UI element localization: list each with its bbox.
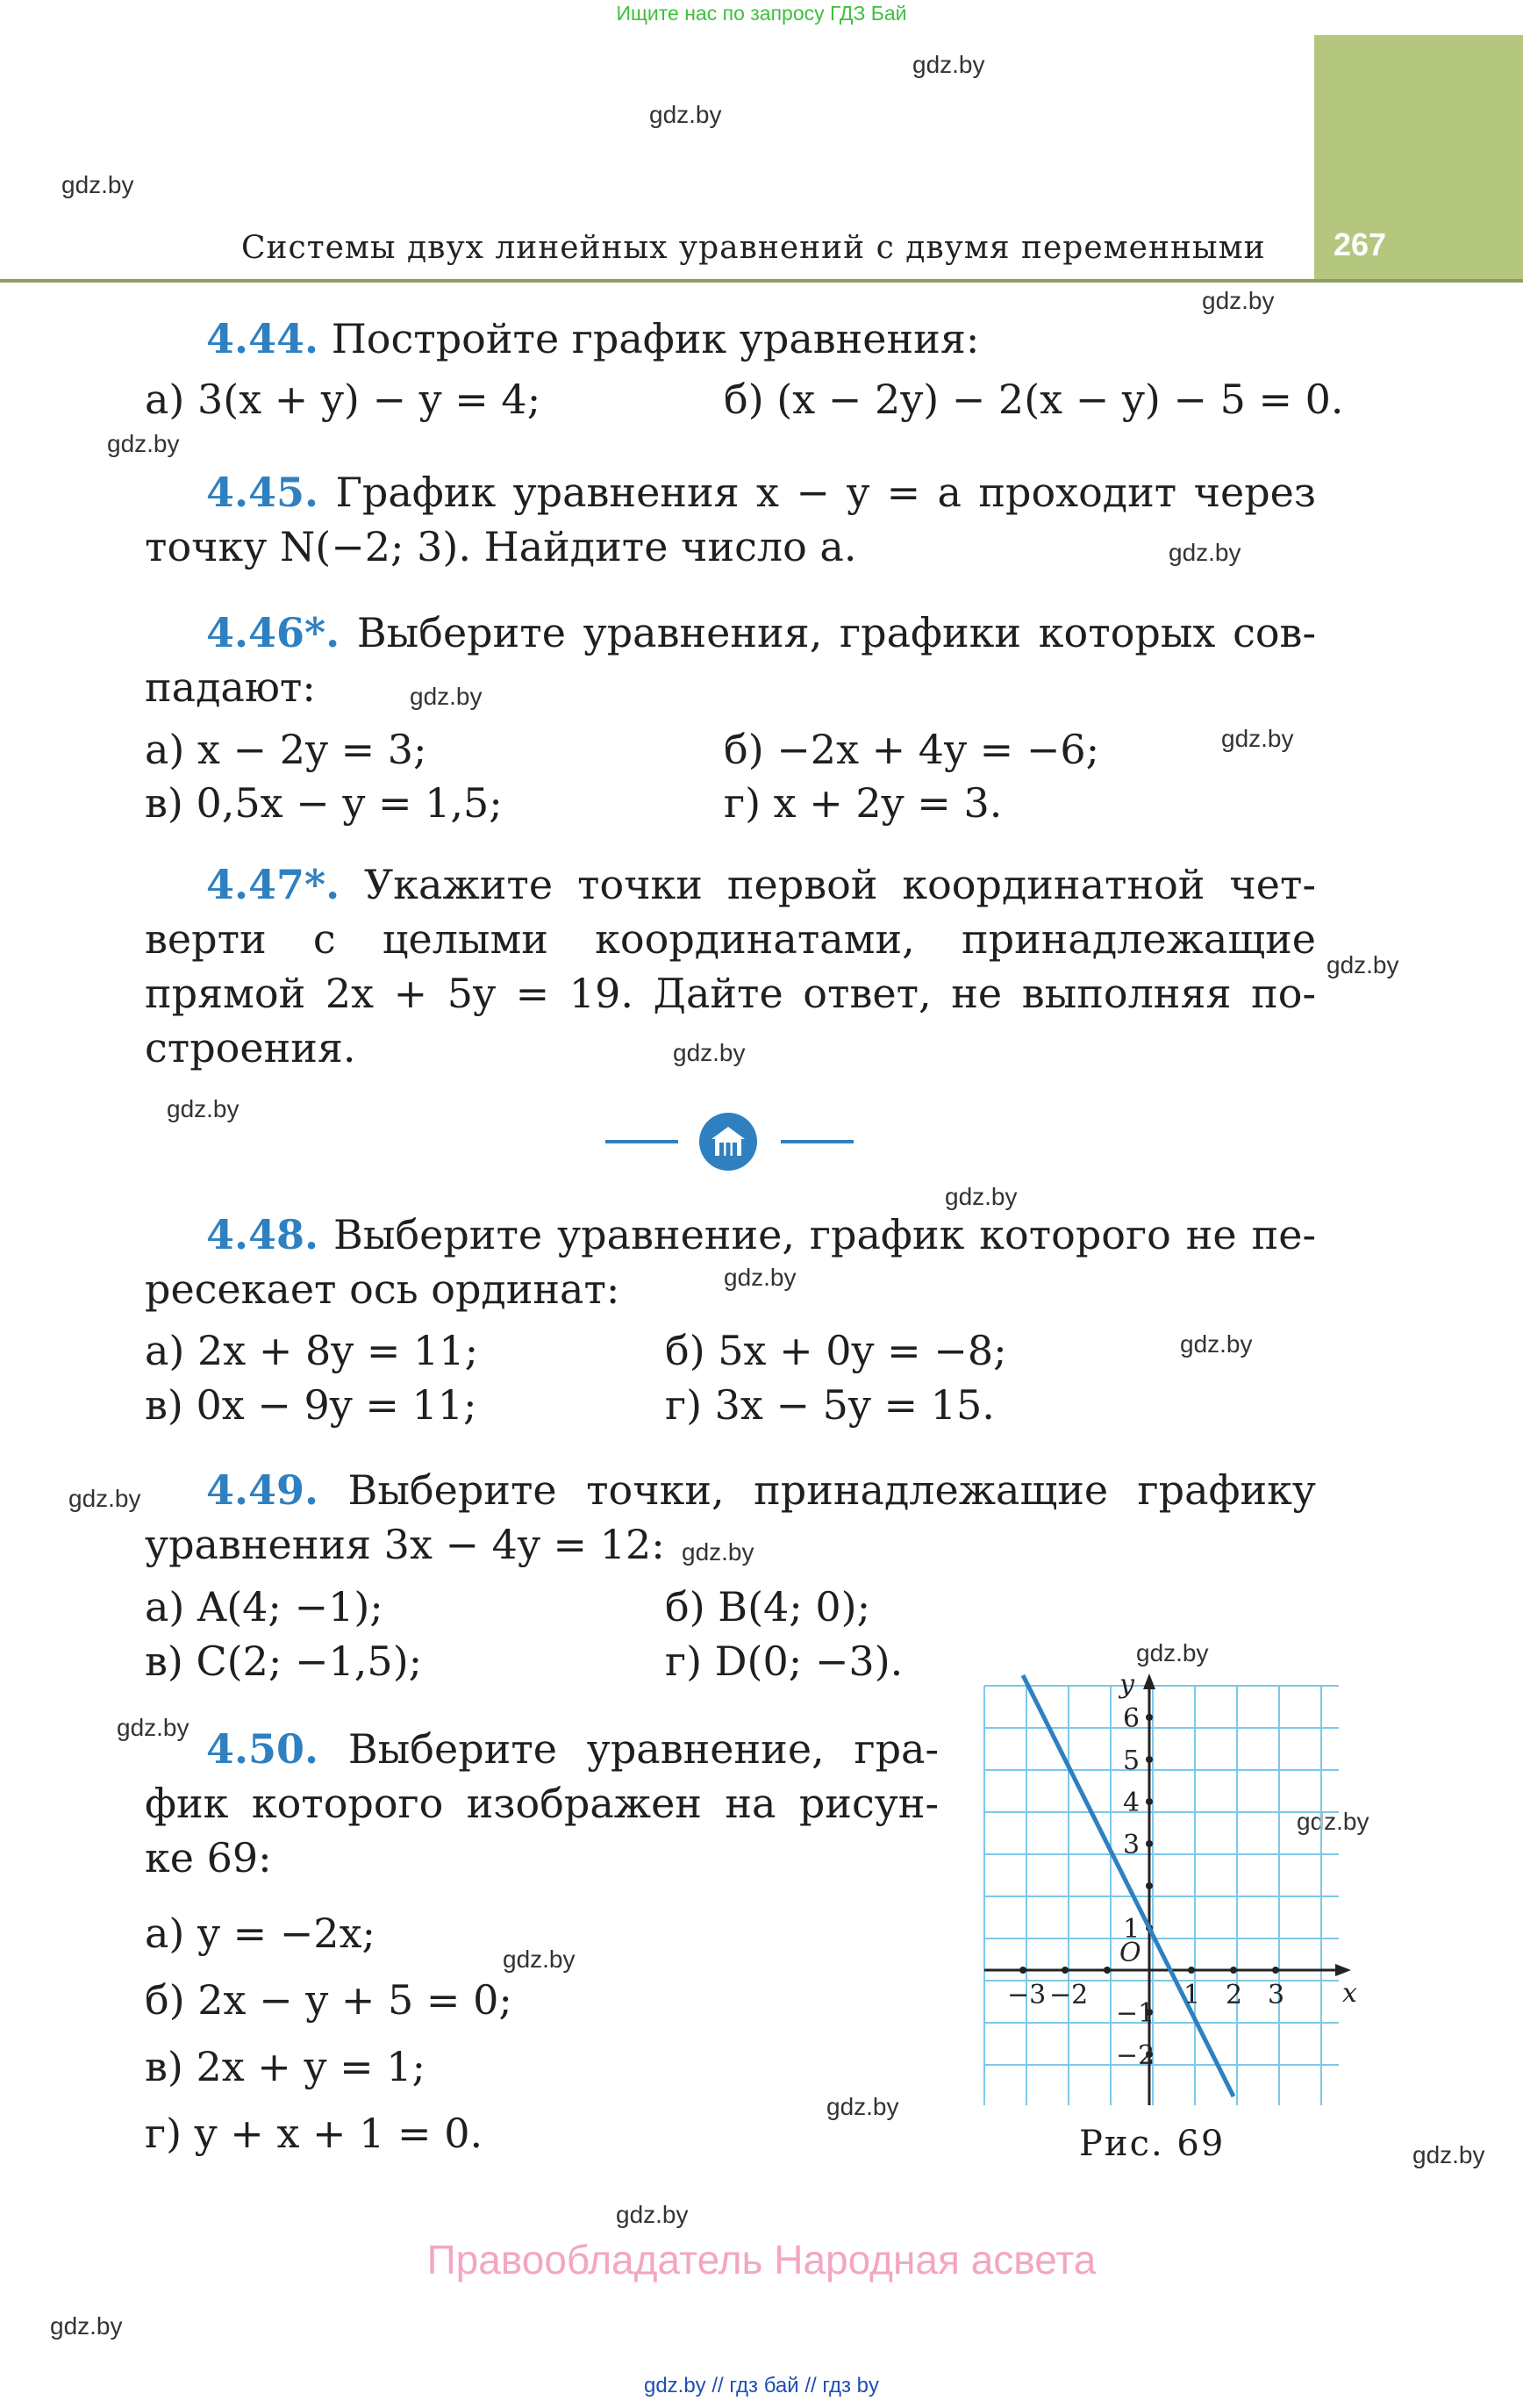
problem-4-46-line1: 4.46*. Выберите уравнения, графики которых сов-	[206, 609, 1316, 656]
watermark: gdz.by	[61, 171, 134, 198]
problem-4-48-b: б) 5x + 0y = −8;	[665, 1327, 1007, 1374]
problem-4-50-line2: фик которого изображен на рисун-	[145, 1780, 939, 1827]
watermark: gdz.by	[1221, 725, 1294, 752]
problem-4-45-line2: точку N(−2; 3). Найдите число a.	[145, 523, 857, 570]
watermark: gdz.by	[1169, 539, 1241, 566]
problem-4-47-line2: верти с целыми координатами, принадлежащие	[145, 915, 1316, 963]
figure-caption: Рис. 69	[1079, 2124, 1226, 2164]
x-tick-mark	[1104, 1967, 1111, 1974]
problem-4-44-title: 4.44. Постройте график уравнения:	[206, 315, 980, 362]
home-icon	[699, 1113, 757, 1171]
watermark: gdz.by	[117, 1714, 189, 1741]
y-tick-label: 1	[1123, 1914, 1140, 1945]
watermark: gdz.by	[724, 1264, 797, 1291]
y-tick-mark	[1146, 1840, 1153, 1847]
copyright-footer: Правообладатель Народная асвета	[426, 2237, 1097, 2283]
problem-4-49-a: а) A(4; −1);	[145, 1583, 383, 1630]
header-rule	[0, 279, 1523, 283]
watermark: gdz.by	[50, 2312, 123, 2340]
problem-4-46-b: б) −2x + 4y = −6;	[724, 726, 1100, 773]
y-axis-label: y	[1119, 1669, 1134, 1700]
problem-4-48-line2: ресекает ось ординат:	[145, 1265, 620, 1313]
x-axis-arrow	[1335, 1964, 1351, 1976]
y-tick-label: −1	[1116, 1998, 1155, 2029]
watermark: gdz.by	[682, 1538, 754, 1566]
y-tick-mark	[1146, 1882, 1153, 1889]
x-tick-label: −3	[1007, 1980, 1047, 2010]
y-tick-label: −2	[1116, 2040, 1155, 2071]
problem-4-48-line1: 4.48. Выберите уравнение, график которого не пе-	[206, 1211, 1317, 1258]
problem-4-44-a: а) 3(x + y) − y = 4;	[145, 376, 541, 423]
x-axis-label: x	[1342, 1978, 1357, 2009]
y-tick-mark	[1146, 1756, 1153, 1763]
y-tick-label: 6	[1123, 1703, 1140, 1734]
page-number: 267	[1334, 226, 1387, 262]
x-tick-mark	[1019, 1967, 1026, 1974]
problem-4-50-d: г) y + x + 1 = 0.	[145, 2110, 483, 2157]
separator-right	[781, 1140, 854, 1143]
watermark: gdz.by	[410, 683, 483, 710]
x-tick-label: 2	[1226, 1980, 1243, 2010]
bottom-note: gdz.by // гдз бай // гдз by	[643, 2374, 880, 2397]
watermark: gdz.by	[1326, 951, 1399, 978]
problem-4-47-line1: 4.47*. Укажите точки первой координатной чет-	[206, 861, 1317, 908]
problem-4-50-line1: 4.50. Выберите уравнение, гра-	[206, 1725, 939, 1773]
x-tick-label: 1	[1183, 1980, 1201, 2010]
problem-4-50-a: а) y = −2x;	[145, 1910, 376, 1957]
problem-4-46-line2: падают:	[145, 663, 316, 711]
watermark: gdz.by	[649, 101, 722, 128]
chapter-header: Системы двух линейных уравнений с двумя переменными	[241, 230, 1266, 266]
graph-line	[1023, 1675, 1233, 2096]
y-axis-arrow	[1143, 1673, 1155, 1689]
x-tick-mark	[1188, 1967, 1195, 1974]
watermark: gdz.by	[912, 51, 985, 78]
problem-4-49-c: в) C(2; −1,5);	[145, 1638, 423, 1685]
problem-4-48-a: а) 2x + 8y = 11;	[145, 1327, 479, 1374]
y-tick-mark	[1146, 1714, 1153, 1721]
y-tick-label: 4	[1123, 1788, 1140, 1818]
watermark: gdz.by	[616, 2201, 689, 2228]
top-note: Ищите нас по запросу ГДЗ Бай	[616, 2, 907, 25]
x-tick-mark	[1062, 1967, 1069, 1974]
separator-left	[605, 1140, 678, 1143]
problem-4-44-b: б) (x − 2y) − 2(x − y) − 5 = 0.	[724, 376, 1344, 423]
problem-4-50-b: б) 2x − y + 5 = 0;	[145, 1976, 512, 2024]
watermark: gdz.by	[107, 430, 180, 457]
problem-4-48-c: в) 0x − 9y = 11;	[145, 1381, 477, 1429]
watermark: gdz.by	[1136, 1639, 1209, 1666]
problem-4-46-a: а) x − 2y = 3;	[145, 726, 427, 773]
problem-4-48-d: г) 3x − 5y = 15.	[665, 1381, 995, 1429]
watermark: gdz.by	[503, 1946, 576, 1973]
problem-4-46-c: в) 0,5x − y = 1,5;	[145, 779, 503, 827]
watermark: gdz.by	[68, 1485, 141, 1512]
x-tick-label: −2	[1049, 1980, 1089, 2010]
problem-4-49-d: г) D(0; −3).	[665, 1638, 904, 1685]
watermark: gdz.by	[826, 2093, 899, 2120]
problem-4-49-line2: уравнения 3x − 4y = 12:	[145, 1521, 665, 1568]
problem-4-47-line4: строения.	[145, 1024, 356, 1071]
problem-4-46-d: г) x + 2y = 3.	[724, 779, 1003, 827]
watermark: gdz.by	[1297, 1808, 1369, 1835]
x-tick-mark	[1230, 1967, 1237, 1974]
x-tick-label: 3	[1268, 1980, 1285, 2010]
problem-4-47-line3: прямой 2x + 5y = 19. Дайте ответ, не выполняя по-	[145, 970, 1316, 1017]
y-tick-label: 3	[1123, 1830, 1140, 1860]
problem-4-45-line1: 4.45. График уравнения x − y = a проходит через	[206, 469, 1316, 516]
y-tick-label: 5	[1123, 1745, 1140, 1776]
watermark: gdz.by	[1412, 2141, 1485, 2168]
watermark: gdz.by	[1180, 1330, 1253, 1358]
watermark: gdz.by	[167, 1095, 240, 1122]
problem-4-50-line3: ке 69:	[145, 1834, 272, 1881]
problem-4-50-c: в) 2x + y = 1;	[145, 2043, 426, 2090]
problem-4-49-b: б) B(4; 0);	[665, 1583, 871, 1630]
y-tick-mark	[1146, 1798, 1153, 1805]
watermark: gdz.by	[945, 1183, 1018, 1210]
x-tick-mark	[1272, 1967, 1279, 1974]
problem-4-49-line1: 4.49. Выберите точки, принадлежащие графику	[206, 1466, 1316, 1514]
watermark: gdz.by	[673, 1039, 746, 1066]
watermark: gdz.by	[1202, 287, 1275, 314]
origin-label: O	[1119, 1938, 1141, 1968]
